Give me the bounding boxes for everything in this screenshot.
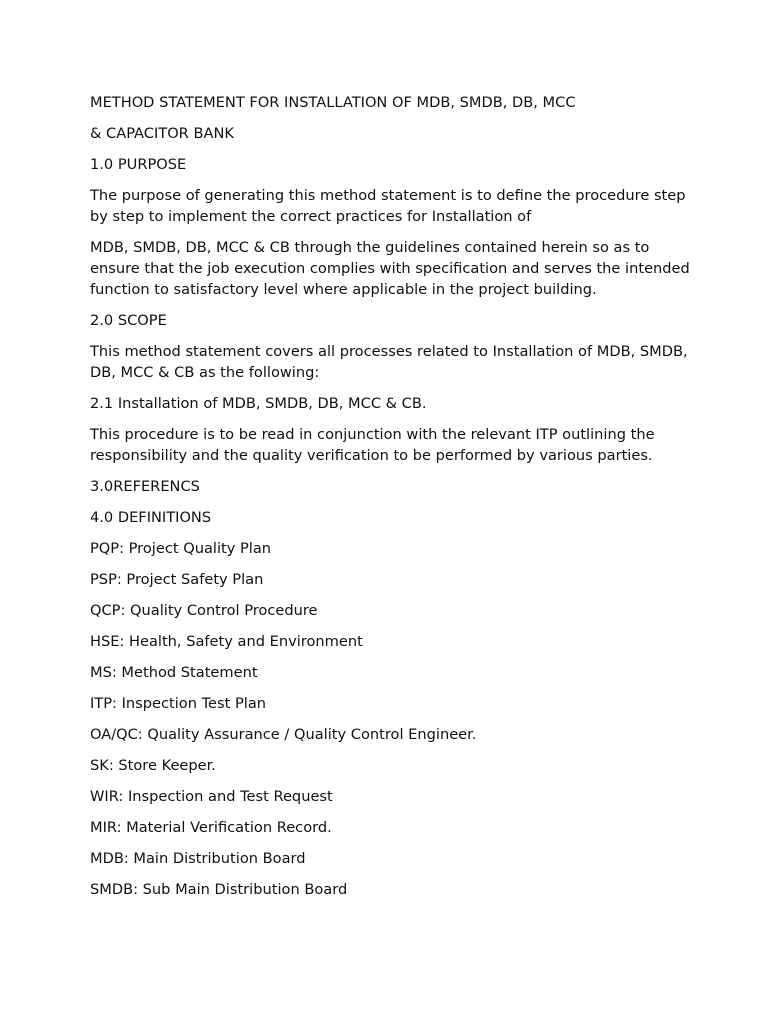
purpose-heading: 1.0 PURPOSE	[90, 156, 187, 173]
definition-item: MIR: Material Verification Record.	[90, 819, 332, 836]
definition-item: MS: Method Statement	[90, 664, 258, 681]
purpose-paragraph-2: MDB, SMDB, DB, MCC & CB through the guidelines contained herein so as to ensure that the job execution complies with specification and serves the intended function to satisfactory level where applicable in the project building.	[90, 239, 690, 298]
definition-item: PQP: Project Quality Plan	[90, 540, 272, 557]
definition-item: MDB: Main Distribution Board	[90, 850, 306, 867]
scope-paragraph-1: This method statement covers all processes related to Installation of MDB, SMDB, DB, MCC & CB as the following:	[90, 343, 688, 381]
purpose-paragraph-1: The purpose of generating this method statement is to define the procedure step by step to implement the correct practices for Installation of	[90, 187, 686, 225]
definition-item: QCP: Quality Control Procedure	[90, 602, 318, 619]
definition-item: OA/QC: Quality Assurance / Quality Control Engineer.	[90, 726, 477, 743]
references-heading: 3.0REFERENCS	[90, 478, 200, 495]
definition-item: PSP: Project Safety Plan	[90, 571, 264, 588]
definition-item: SK: Store Keeper.	[90, 757, 216, 774]
document-page	[90, 92, 690, 910]
scope-item-2-1: 2.1 Installation of MDB, SMDB, DB, MCC & CB.	[90, 395, 427, 412]
scope-paragraph-2: This procedure is to be read in conjunction with the relevant ITP outlining the responsibility and the quality verification to be performed by various parties.	[90, 426, 655, 464]
document-title-line-2: & CAPACITOR BANK	[90, 125, 234, 142]
definition-item: WIR: Inspection and Test Request	[90, 788, 333, 805]
scope-heading: 2.0 SCOPE	[90, 312, 167, 329]
definition-item: HSE: Health, Safety and Environment	[90, 633, 363, 650]
definition-item: SMDB: Sub Main Distribution Board	[90, 881, 348, 898]
definition-item: ITP: Inspection Test Plan	[90, 695, 267, 712]
document-title-line-1: METHOD STATEMENT FOR INSTALLATION OF MDB, SMDB, DB, MCC	[90, 94, 576, 111]
definitions-heading: 4.0 DEFINITIONS	[90, 509, 212, 526]
